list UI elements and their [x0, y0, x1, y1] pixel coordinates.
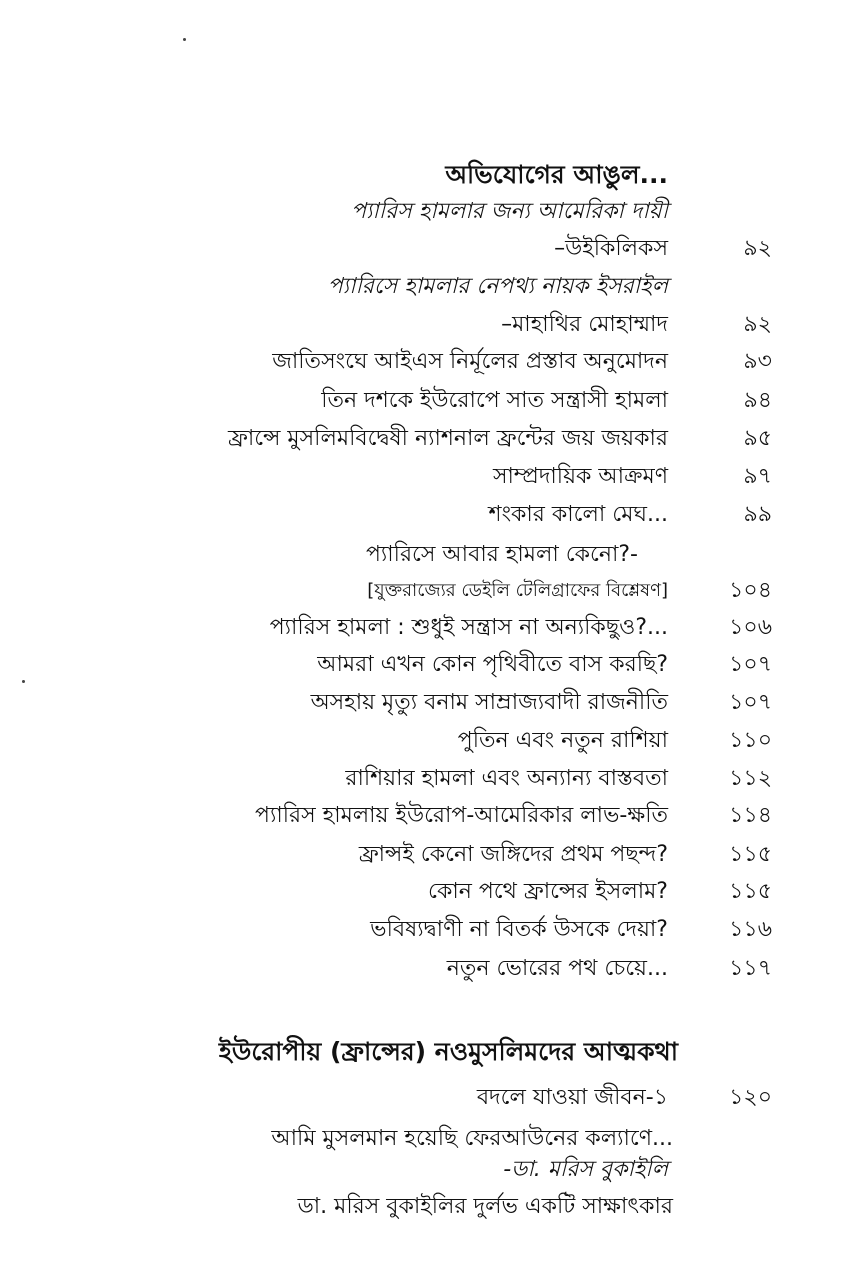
entry-page-number: ১১০ — [729, 728, 772, 753]
entry-title: ফ্রান্সে মুসলিমবিদ্বেষী ন্যাশনাল ফ্রন্টের জয় জয়কার — [228, 426, 668, 451]
entry-title: ভবিষ্যদ্বাণী না বিতর্ক উসকে দেয়া? — [370, 917, 668, 942]
entry-page-number: ১১৫ — [729, 842, 772, 867]
scan-speck — [183, 38, 186, 41]
entry-title: প্যারিস হামলার জন্য আমেরিকা দায়ী — [351, 199, 668, 224]
entry-page-number: ১১৬ — [729, 917, 772, 942]
entry-page-number: ১১৭ — [729, 956, 772, 981]
entry-title: আমি মুসলমান হয়েছি ফেরআউনের কল্যাণে... — [271, 1126, 673, 1151]
entry-title: প্যারিসে হামলার নেপথ্য নায়ক ইসরাইল — [327, 274, 668, 299]
entry-page-number: ৯২ — [743, 312, 772, 337]
entry-title: বদলে যাওয়া জীবন-১ — [476, 1085, 668, 1110]
entry-title: -ডা. মরিস বুকাইলি — [503, 1157, 668, 1182]
entry-page-number: ৯৯ — [743, 502, 772, 527]
entry-title: সাম্প্রদায়িক আক্রমণ — [493, 464, 668, 489]
entry-page-number: ১০৭ — [729, 690, 772, 715]
entry-page-number: ১০৭ — [729, 652, 772, 677]
entry-title: তিন দশকে ইউরোপে সাত সন্ত্রাসী হামলা — [321, 388, 668, 413]
entry-title: ডা. মরিস বুকাইলির দুর্লভ একটি সাক্ষাৎকার — [297, 1194, 673, 1219]
entry-page-number: ১০৪ — [729, 578, 772, 603]
entry-page-number: ৯২ — [743, 236, 772, 261]
entry-page-number: ১১৪ — [729, 803, 772, 828]
entry-page-number: ১১৫ — [729, 879, 772, 904]
entry-title: আমরা এখন কোন পৃথিবীতে বাস করছি? — [317, 652, 668, 677]
entry-page-number: ৯৩ — [743, 349, 772, 374]
entry-title: কোন পথে ফ্রান্সের ইসলাম? — [428, 879, 668, 904]
entry-title: প্যারিস হামলা : শুধুই সন্ত্রাস না অন্যকিছুও?... — [269, 615, 668, 640]
scan-speck — [22, 680, 25, 683]
entry-page-number: ৯৪ — [743, 388, 772, 413]
entry-title: রাশিয়ার হামলা এবং অন্যান্য বাস্তবতা — [345, 766, 668, 791]
entry-title: –উইকিলিকস — [554, 236, 668, 261]
section-heading: ইউরোপীয় (ফ্রান্সের) নওমুসলিমদের আত্মকথা — [218, 1037, 678, 1066]
entry-title: ফ্রান্সই কেনো জঙ্গিদের প্রথম পছন্দ? — [358, 842, 668, 867]
entry-page-number: ১০৬ — [729, 615, 772, 640]
entry-page-number: ৯৫ — [743, 426, 772, 451]
section-heading: অভিযোগের আঙুল... — [445, 160, 668, 189]
entry-title: প্যারিস হামলায় ইউরোপ-আমেরিকার লাভ-ক্ষতি — [255, 803, 668, 828]
entry-page-number: ৯৭ — [743, 464, 772, 489]
entry-title: পুতিন এবং নতুন রাশিয়া — [457, 728, 668, 753]
entry-title: অসহায় মৃত্যু বনাম সাম্রাজ্যবাদী রাজনীতি — [310, 690, 668, 715]
entry-title: জাতিসংঘে আইএস নির্মূলের প্রস্তাব অনুমোদন — [272, 349, 668, 374]
entry-title: নতুন ভোরের পথ চেয়ে... — [446, 956, 668, 981]
entry-title: [যুক্তরাজ্যের ডেইলি টেলিগ্রাফের বিশ্লেষণ] — [367, 580, 668, 601]
entry-page-number: ১২০ — [729, 1085, 772, 1110]
entry-page-number: ১১২ — [729, 766, 772, 791]
entry-title: প্যারিসে আবার হামলা কেনো?- — [365, 542, 638, 567]
entry-title: –মাহাথির মোহাম্মাদ — [501, 312, 668, 337]
entry-title: শংকার কালো মেঘ... — [488, 502, 668, 527]
